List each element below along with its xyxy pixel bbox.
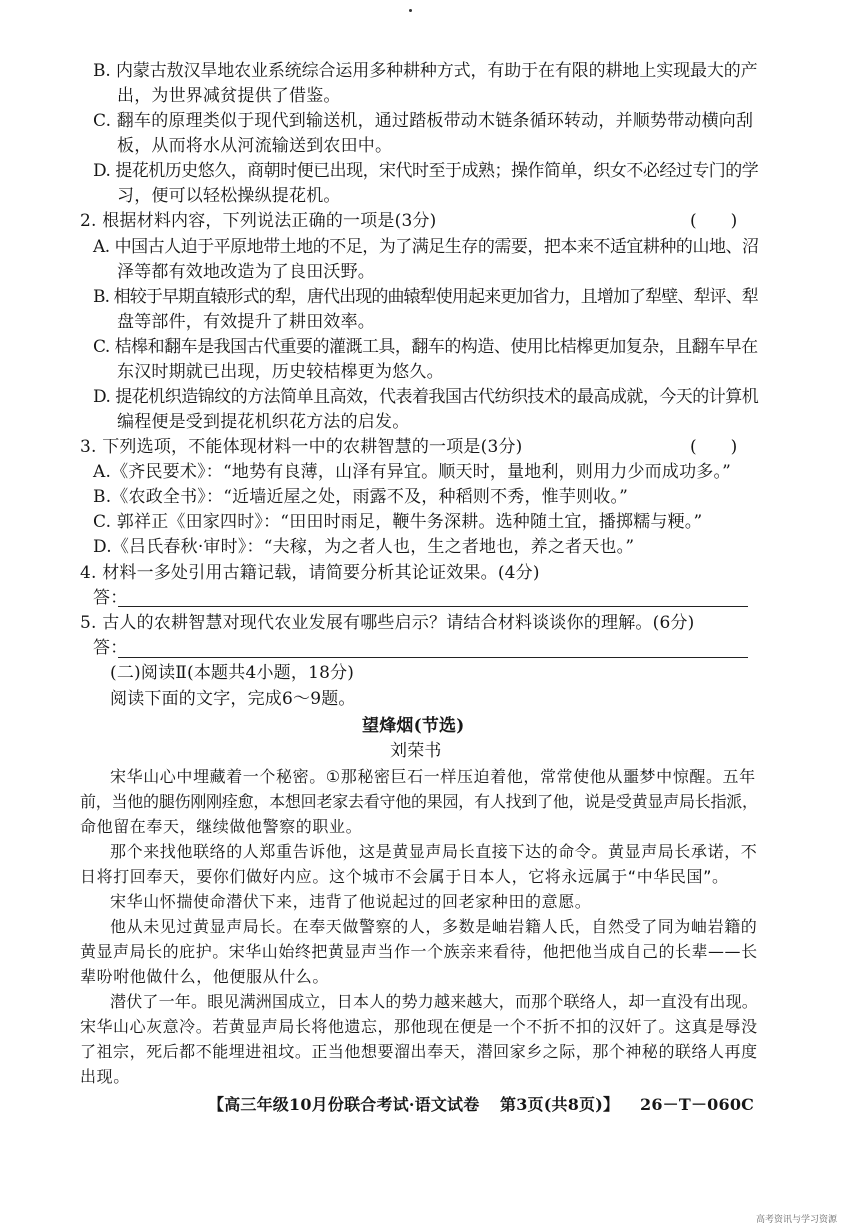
q5-answer-line[interactable] bbox=[118, 657, 748, 658]
q1-option-b-line1: B. 内蒙古敖汉旱地农业系统综合运用多种耕种方式，有助于在有限的耕地上实现最大的产 bbox=[93, 61, 758, 81]
q4-answer-label: 答： bbox=[93, 588, 128, 608]
q2-option-b-line2: 盘等部件，有效提升了耕田效率。 bbox=[117, 312, 375, 332]
story-p5-line4: 出现。 bbox=[80, 1067, 130, 1086]
corner-watermark: 高考资讯与学习资源 bbox=[756, 1215, 838, 1225]
footer-page-number: 第3页(共8页)】 bbox=[500, 1095, 620, 1114]
q1-option-c-line2: 板，从而将水从河流输送到农田中。 bbox=[117, 136, 393, 156]
q2-answer-paren: ( ) bbox=[690, 211, 738, 231]
section-heading: (二)阅读Ⅱ(本题共4小题，18分) bbox=[110, 663, 355, 683]
story-title: 望烽烟(节选) bbox=[362, 716, 465, 736]
story-author: 刘荣书 bbox=[390, 741, 442, 761]
q3-answer-paren: ( ) bbox=[690, 437, 738, 457]
story-p4-line3: 辈吩咐他做什么，他便服从什么。 bbox=[80, 967, 330, 986]
q3-stem: 3. 下列选项，不能体现材料一中的农耕智慧的一项是(3分) bbox=[80, 437, 523, 457]
q3-option-c: C. 郭祥正《田家四时》：“田田时雨足，鞭牛务深耕。选种随土宜，播掷糯与粳。” bbox=[93, 512, 703, 532]
footer-exam-title: 【高三年级10月份联合考试·语文试卷 bbox=[208, 1095, 480, 1114]
story-p4-line2: 黄显声局长的庇护。宋华山始终把黄显声当作一个族亲来看待，他把他当成自己的长辈——长 bbox=[80, 942, 758, 961]
story-p5-line2: 宋华山心灰意冷。若黄显声局长将他遗忘，那他现在便是一个不折不扣的汉奸了。这真是辱没 bbox=[80, 1017, 758, 1036]
q1-option-c-line1: C. 翻车的原理类似于现代到输送机，通过踏板带动木链条循环转动，并顺势带动横向刮 bbox=[93, 111, 754, 131]
q4-stem: 4. 材料一多处引用古籍记载，请简要分析其论证效果。(4分) bbox=[80, 563, 540, 583]
story-p1-line1: 宋华山心中埋藏着一个秘密。①那秘密巨石一样压迫着他，常常使他从噩梦中惊醒。五年 bbox=[110, 767, 756, 786]
q3-option-a: A.《齐民要术》：“地势有良薄，山泽有异宜。顺天时，量地利，则用力少而成功多。” bbox=[93, 462, 732, 482]
q2-option-d-line2: 编程便是受到提花机织花方法的启发。 bbox=[117, 412, 410, 432]
q5-answer-label: 答： bbox=[93, 638, 128, 658]
story-p1-line3: 命他留在奉天，继续做他警察的职业。 bbox=[80, 817, 363, 836]
q2-option-d-line1: D. 提花机织造锦纹的方法简单且高效，代表着我国古代纺织技术的最高成就，今天的计算机 bbox=[93, 387, 759, 407]
section-instruction: 阅读下面的文字，完成6～9题。 bbox=[110, 689, 356, 709]
q2-option-c-line1: C. 桔槔和翻车是我国古代重要的灌溉工具，翻车的构造、使用比桔槔更加复杂，且翻车早在 bbox=[93, 337, 758, 357]
q1-option-d-line1: D. 提花机历史悠久，商朝时便已出现，宋代时至于成熟；操作简单，织女不必经过专门的学 bbox=[93, 161, 759, 181]
q2-option-c-line2: 东汉时期就已出现，历史较桔槔更为悠久。 bbox=[117, 362, 444, 382]
story-p2-line2: 日将打回奉天，要你们做好内应。这个城市不会属于日本人，它将永远属于“中华民国”。 bbox=[80, 867, 729, 886]
q3-option-d: D.《吕氏春秋·审时》：“夫稼，为之者人也，生之者地也，养之者天也。” bbox=[93, 537, 635, 557]
q5-stem: 5. 古人的农耕智慧对现代农业发展有哪些启示？请结合材料谈谈你的理解。(6分) bbox=[80, 613, 695, 633]
story-p5-line3: 了祖宗，死后都不能埋进祖坟。正当他想要溜出奉天，潜回家乡之际，那个神秘的联络人再度 bbox=[80, 1042, 758, 1061]
story-p2-line1: 那个来找他联络的人郑重告诉他，这是黄显声局长直接下达的命令。黄显声局长承诺，不 bbox=[110, 842, 758, 861]
q2-option-a-line1: A. 中国古人迫于平原地带土地的不足，为了满足生存的需要，把本来不适宜耕种的山地、沼 bbox=[93, 237, 759, 257]
q1-option-d-line2: 习，便可以轻松操纵提花机。 bbox=[117, 186, 341, 206]
q2-option-a-line2: 泽等都有效地改造为了良田沃野。 bbox=[117, 262, 375, 282]
q2-stem: 2. 根据材料内容，下列说法正确的一项是(3分) bbox=[80, 211, 437, 231]
story-p1-line2: 前，当他的腿伤刚刚痊愈，本想回老家去看守他的果园，有人找到了他，说是受黄显声局长指派， bbox=[80, 792, 758, 811]
q3-option-b: B.《农政全书》：“近墙近屋之处，雨露不及，种稻则不秀，惟芋则收。” bbox=[93, 487, 629, 507]
story-p4-line1: 他从未见过黄显声局长。在奉天做警察的人，多数是岫岩籍人氏，自然受了同为岫岩籍的 bbox=[110, 917, 758, 936]
q2-option-b-line1: B. 相较于早期直辕形式的犁，唐代出现的曲辕犁使用起来更加省力，且增加了犁壁、犁评、犁 bbox=[93, 287, 758, 307]
q4-answer-line[interactable] bbox=[118, 606, 748, 607]
story-p5-line1: 潜伏了一年。眼见满洲国成立，日本人的势力越来越大，而那个联络人，却一直没有出现。 bbox=[110, 992, 759, 1011]
story-p3-line1: 宋华山怀揣使命潜伏下来，违背了他说起过的回老家种田的意愿。 bbox=[110, 892, 592, 911]
speck-mark bbox=[409, 9, 412, 12]
footer-paper-code: 26－T－060C bbox=[640, 1095, 755, 1114]
q1-option-b-line2: 出，为世界减贫提供了借鉴。 bbox=[117, 86, 341, 106]
